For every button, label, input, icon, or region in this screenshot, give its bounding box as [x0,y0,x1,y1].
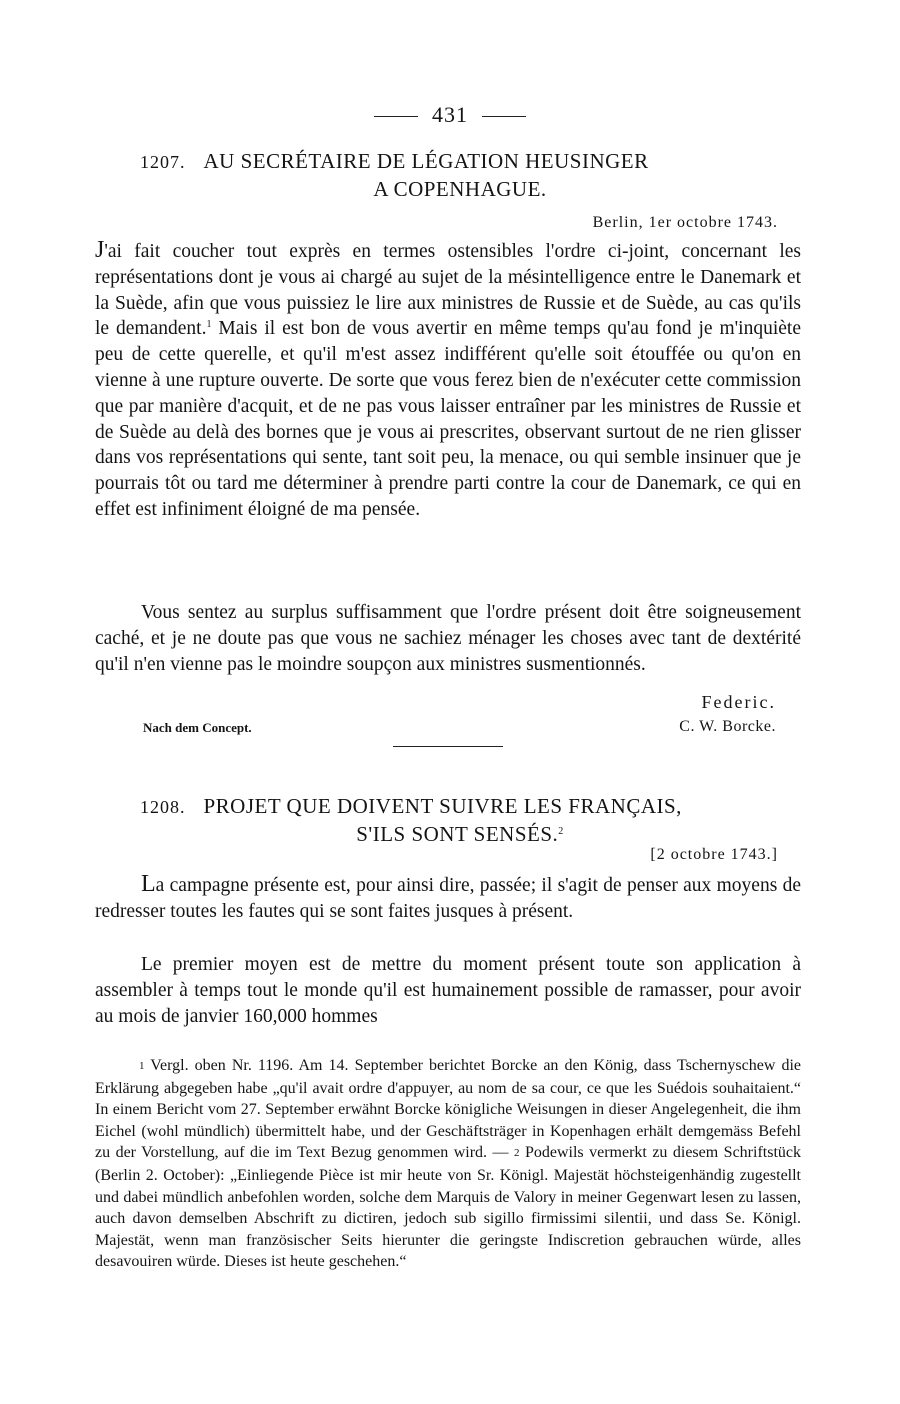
initial-letter: L [141,871,156,897]
letter-1208-paragraph-2: Le premier moyen est de mettre du moment présent toute son application à assembler à temps tout le monde qu'il est humainement possible de ramasser, pour avoir au mois de janvier 160,000 hommes [95,954,801,1027]
footnote-2-text: Podewils vermerkt zu diesem Schriftstück (Berlin 2. October): „Einliegende Pièce ist mir heute von Sr. Königl. Majestät höchsteigenhändig zugestellt und dabei mündlich anbefohlen worden, solche dem Marquis de Valory in meiner Gegenwart lesen zu lassen, auch davon demselben Abschrift zu dictiren, jedoch sub sigillo firmissimi silentii, und dass Se. Königl. Majestät, wenn man französischer Seits hierunter die geringste Indiscretion gebrauchen würde, alles desavouiren würde. Dieses ist heute geschehen.“ [95,1144,801,1271]
page-number [0,102,900,128]
paragraph-text: a campagne présente est, pour ainsi dire, passée; il s'agit de penser aux moyens de redresser toutes les fautes qui se sont faites jusques à présent. [95,875,801,922]
footnote-marker-1: 1 [139,1060,145,1072]
footnote-ref-2: 2 [558,826,564,837]
letter-title-line2: A COPENHAGUE. [373,177,547,201]
letter-title-line1: PROJET QUE DOIVENT SUIVRE LES FRANÇAIS, [203,794,682,818]
letter-1207-date: Berlin, 1er octobre 1743. [592,214,778,231]
footnote-ref-1: 1 [206,319,212,331]
letter-1208-heading [140,793,780,848]
letter-title-line2 [140,821,780,848]
title-line2-text: S'ILS SONT SENSÉS. [356,822,559,846]
letter-1207-heading [140,148,780,203]
countersignature: C. W. Borcke. [679,718,776,735]
letter-1208-paragraph-1 [95,872,801,925]
letter-number: 1207. [140,152,186,172]
letter-1208-date: [2 octobre 1743.] [650,846,778,863]
letter-1207-paragraph-1 [95,238,801,523]
page-number-value: 431 [432,102,468,127]
signature: Federic. [701,692,776,712]
letter-number: 1208. [140,797,186,817]
footnotes [95,1055,801,1273]
source-note: Nach dem Concept. [143,720,252,735]
letter-1207-paragraph-2: Vous sentez au surplus suffisamment que l'ordre présent doit être soigneusement caché, et je ne doute pas que vous ne sachiez ménager les choses avec tant de dextérité qu'il n'en vienne pas le moindre soupçon aux ministres susmentionnés. [95,602,801,675]
footnote-marker-2: 2 [513,1147,520,1160]
section-separator [393,746,503,747]
footnote-1-text: Vergl. oben Nr. 1196. Am 14. September berichtet Borcke an den König, dass Tschernyschew die Erklärung abgegeben habe „qu'il avait ordre d'appuyer, au nom de sa cour, ce que les Suédois souhaitaient.“ In einem Bericht vom 27. September erwähnt Borcke königliche Weisungen in dieser Angelegenheit, die ihm Eichel (wohl mündlich) übermittelt habe, und der Geschäftsträger in Kopenhagen erhält demgemäss Befehl zu der Vorstellung, auf die im Text Bezug genommen wird. — [95,1057,801,1162]
letter-title-line1: AU SECRÉTAIRE DE LÉGATION HEUSINGER [203,149,649,173]
page-number-dash-left [374,116,418,117]
page-number-dash-right [482,116,526,117]
initial-letter: J [95,237,105,263]
paragraph-text: 'ai fait coucher tout exprès en termes ostensibles l'ordre ci-joint, concernant les représentations dont je vous ai chargé au sujet de la mésintelligence entre le Danemark et la Suède, afin que vous puissiez le lire aux ministres de Russie et de Suède, au cas qu'ils le demandent. [95,241,801,340]
paragraph-text-cont: Mais il est bon de vous avertir en même temps qu'au fond je m'inquiète peu de cette querelle, et qu'il m'est assez indifférent qu'elle soit étouffée ou qu'on en vienne à une rupture ouverte. De sorte que vous ferez bien de n'exécuter cette commission que par manière d'acquit, et de ne pas vous laisser entraîner par les ministres de Russie et de Suède au delà des bornes que je vous ai prescrites, observant surtout de ne rien glisser dans vos représentations qui sente, tant soit peu, la menace, ou qui semble insinuer que je pourrais tôt ou tard me déterminer à prendre parti contre la cour de Danemark, ce qui en effet est infiniment éloigné de ma pensée. [95,318,801,520]
